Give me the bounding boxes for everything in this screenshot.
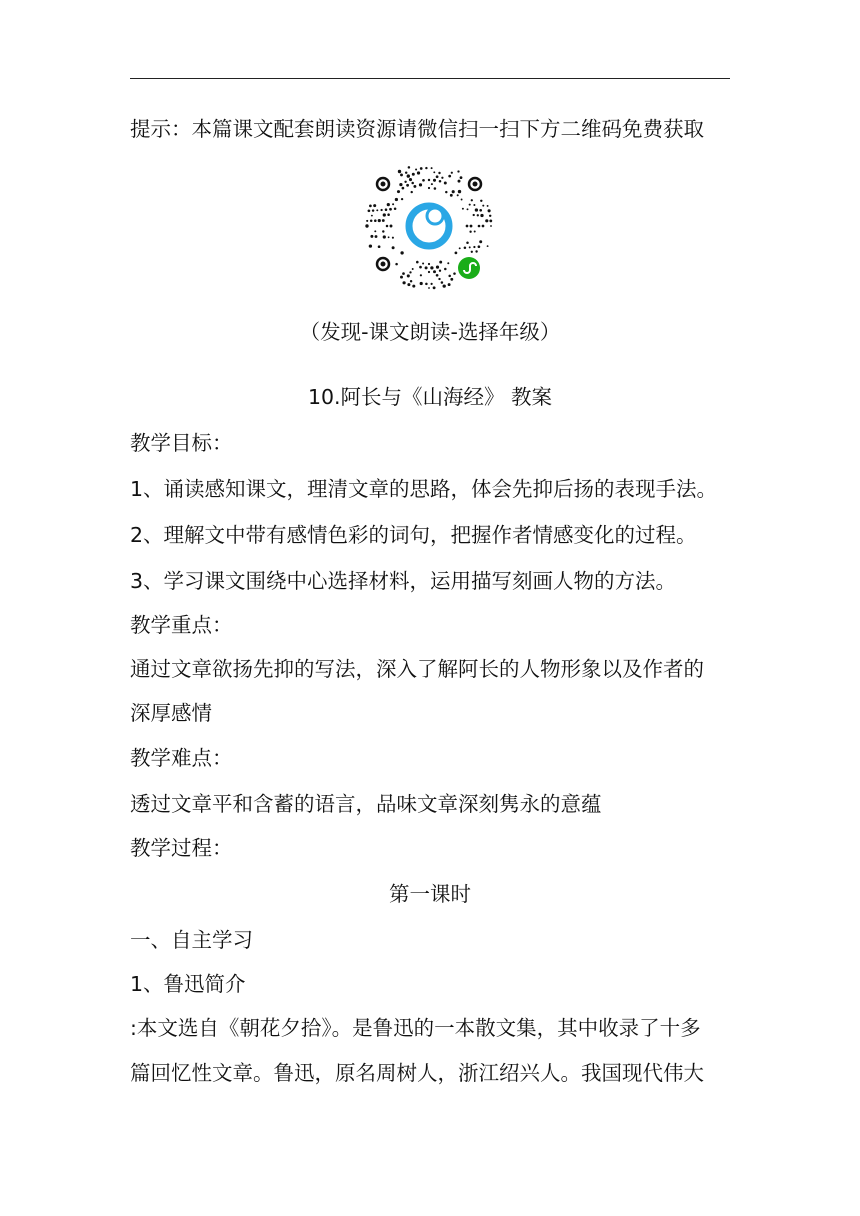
- qr-dot: [473, 214, 475, 216]
- qr-dot: [400, 173, 403, 176]
- qr-dot: [407, 174, 410, 177]
- qr-dot: [389, 208, 392, 211]
- qr-dot: [401, 198, 403, 200]
- qr-dot: [469, 231, 471, 233]
- qr-dot: [412, 285, 415, 288]
- qr-dot: [404, 181, 406, 183]
- qr-dot: [434, 187, 437, 190]
- key-points-heading: 教学重点：: [130, 613, 233, 637]
- qr-dot: [436, 274, 439, 277]
- qr-dot: [419, 266, 422, 269]
- qr-dot: [477, 214, 479, 216]
- qr-dot: [428, 287, 430, 289]
- qr-dot: [406, 184, 409, 187]
- qr-dot: [413, 185, 416, 188]
- qr-dot: [452, 190, 455, 193]
- process-heading: 教学过程：: [130, 836, 233, 860]
- qr-dot: [425, 266, 428, 269]
- qr-dot: [487, 205, 489, 207]
- qr-dot: [431, 167, 433, 169]
- qr-dot: [387, 203, 390, 206]
- qr-dot: [482, 205, 484, 207]
- qr-dot: [428, 263, 430, 265]
- qr-dot: [392, 203, 394, 205]
- qr-dot: [450, 278, 453, 281]
- qr-dot: [464, 247, 467, 250]
- qr-dot: [378, 219, 381, 222]
- qr-dot: [410, 280, 412, 282]
- qr-dot: [415, 168, 417, 170]
- qr-dot: [411, 191, 413, 193]
- qr-dot: [382, 230, 384, 232]
- qr-dot: [366, 220, 368, 222]
- qr-dot: [448, 275, 451, 278]
- qr-dot: [397, 190, 400, 193]
- qr-dot: [457, 194, 459, 196]
- qr-dot: [433, 270, 436, 273]
- qr-dot: [445, 191, 447, 193]
- qr-dot: [365, 224, 368, 227]
- qr-dot: [417, 171, 420, 174]
- qr-dot: [383, 235, 386, 238]
- qr-dot: [488, 209, 491, 212]
- qr-dot: [431, 183, 433, 185]
- qr-dot: [467, 208, 469, 210]
- qr-dot: [405, 171, 407, 173]
- qr-dot: [469, 204, 471, 206]
- qr-dot: [386, 225, 389, 228]
- qr-dot: [390, 225, 393, 228]
- qr-dot: [395, 198, 398, 201]
- qr-dot: [402, 187, 405, 190]
- difficulty-text: 透过文章平和含蓄的语言，品味文章深刻隽永的意蕴: [130, 792, 602, 816]
- qr-dot: [425, 283, 428, 286]
- qr-dot: [458, 180, 461, 183]
- qr-dot: [478, 225, 481, 228]
- difficulty-heading: 教学难点：: [130, 746, 233, 770]
- qr-dot: [471, 251, 473, 253]
- qr-dot: [402, 272, 405, 275]
- qr-dot: [394, 207, 397, 210]
- qr-dot: [370, 235, 373, 238]
- qr-dot: [448, 175, 451, 178]
- goal-item: 3、学习课文围绕中心选择材料，运用描写刻画人物的方法。: [130, 569, 677, 593]
- qr-dot: [466, 225, 469, 228]
- qr-dot: [371, 215, 373, 217]
- qr-dot: [412, 173, 415, 176]
- goal-item: 2、理解文中带有感情色彩的词句，把握作者情感变化的过程。: [130, 523, 697, 547]
- section-heading: 一、自主学习: [130, 928, 253, 952]
- qr-dot: [479, 240, 482, 243]
- qr-dot: [450, 194, 453, 197]
- qr-dot: [412, 268, 414, 270]
- qr-instruction: （发现-课文朗读-选择年级）: [299, 320, 561, 344]
- qr-dot: [425, 167, 427, 169]
- qr-dot: [441, 281, 444, 284]
- key-points-text: 深厚感情: [130, 701, 212, 725]
- qr-dot: [490, 225, 492, 227]
- qr-dot: [441, 177, 443, 179]
- document-title: 10.阿长与《山海经》 教案: [307, 385, 553, 409]
- header-rule: [130, 78, 730, 79]
- qr-dot: [433, 179, 436, 182]
- qr-dot: [378, 245, 381, 248]
- qr-dot: [376, 209, 378, 211]
- qr-dot: [380, 209, 382, 211]
- qr-dot: [369, 205, 372, 208]
- qr-dot: [420, 167, 423, 170]
- qr-dot: [392, 246, 395, 249]
- qr-dot: [407, 283, 410, 286]
- qr-dot: [373, 204, 376, 207]
- qr-dot: [453, 272, 456, 275]
- qr-dot: [400, 276, 403, 279]
- qr-dot: [439, 261, 442, 264]
- qr-dot: [438, 278, 440, 280]
- qr-dot: [433, 171, 435, 173]
- qr-dot: [443, 284, 446, 287]
- qr-dot: [422, 179, 425, 182]
- qr-dot: [411, 182, 414, 185]
- qr-dot: [382, 219, 385, 222]
- qr-dot: [461, 199, 463, 201]
- qr-dot: [475, 208, 478, 211]
- qr-dot: [451, 172, 453, 174]
- qr-dot: [448, 283, 451, 286]
- goals-heading: 教学目标：: [130, 431, 233, 455]
- qr-dot: [375, 235, 378, 238]
- qr-dot: [470, 225, 473, 228]
- qr-dot: [475, 250, 477, 252]
- qr-dot: [372, 209, 374, 211]
- qr-dot: [416, 261, 419, 264]
- qr-dot: [385, 208, 388, 211]
- qr-dot: [444, 182, 447, 185]
- qr-dot: [433, 286, 436, 289]
- qr-dot: [479, 209, 482, 212]
- qr-dot: [489, 219, 492, 222]
- qr-dot: [428, 187, 430, 189]
- qr-dot: [439, 180, 442, 183]
- lesson-title: 第一课时: [389, 882, 471, 906]
- resource-tip: 提示：本篇课文配套朗读资源请微信扫一扫下方二维码免费获取: [130, 117, 704, 141]
- qr-dot: [400, 251, 403, 254]
- qr-dot: [374, 219, 377, 222]
- qr-dot: [469, 246, 471, 248]
- qr-dot: [457, 170, 459, 172]
- qr-dot: [489, 215, 491, 217]
- qr-dot: [447, 262, 449, 264]
- key-points-text: 通过文章欲扬先抑的写法，深入了解阿长的人物形象以及作者的: [130, 657, 704, 681]
- qr-dot: [387, 213, 390, 216]
- subsection-heading: 1、鲁迅简介: [130, 972, 246, 996]
- qr-dot: [473, 246, 475, 248]
- qr-dot: [419, 183, 422, 186]
- author-intro-text: :本文选自《朝花夕拾》。是鲁迅的一本散文集，其中收录了十多: [130, 1016, 701, 1040]
- qr-dot: [487, 245, 489, 247]
- qr-dot: [473, 204, 475, 206]
- qr-dot: [409, 271, 411, 273]
- qr-dot: [436, 266, 439, 269]
- qr-dot: [368, 209, 371, 212]
- qr-dot: [402, 281, 405, 284]
- qr-dot: [455, 252, 458, 255]
- qr-dot: [431, 283, 433, 285]
- qr-dot: [408, 166, 411, 169]
- qr-dot: [480, 214, 483, 217]
- qr-dot: [439, 270, 441, 272]
- qr-dot: [392, 237, 394, 239]
- goal-item: 1、诵读感知课文，理清文章的思路，体会先抑后扬的表现手法。: [130, 477, 718, 501]
- qr-dot: [420, 282, 423, 285]
- qr-dot: [438, 172, 440, 174]
- qr-dot: [471, 199, 473, 201]
- qr-dot: [474, 230, 476, 232]
- qr-dot: [374, 230, 376, 232]
- qr-dot: [428, 271, 430, 273]
- qr-dot: [409, 178, 412, 181]
- qr-dot: [458, 190, 461, 193]
- qr-dot: [480, 200, 482, 202]
- qr-dot: [482, 225, 485, 228]
- qr-dot: [388, 236, 390, 238]
- author-intro-text: 篇回忆性文章。鲁迅，原名周树人，浙江绍兴人。我国现代伟大: [130, 1061, 704, 1085]
- qr-dot: [485, 219, 488, 222]
- qr-dot: [407, 274, 410, 277]
- qr-dot: [422, 262, 424, 264]
- qr-dot: [478, 245, 481, 248]
- qr-dot: [466, 241, 469, 244]
- qr-dot: [460, 176, 463, 179]
- qr-dot: [428, 179, 430, 181]
- qr-dot: [444, 268, 447, 271]
- qr-dot: [430, 266, 433, 269]
- qr-dot: [395, 263, 398, 266]
- qr-dot: [436, 175, 439, 178]
- qr-dot: [370, 220, 373, 223]
- qr-dot: [399, 183, 402, 186]
- qr-dot: [369, 244, 372, 247]
- mini-program-qr-code[interactable]: [363, 160, 495, 292]
- qr-dot: [398, 170, 401, 173]
- mini-program-logo-icon: [458, 257, 480, 279]
- qr-dot: [462, 208, 464, 210]
- qr-dot: [459, 247, 461, 249]
- qr-dot: [420, 274, 422, 276]
- qr-dot: [383, 213, 386, 216]
